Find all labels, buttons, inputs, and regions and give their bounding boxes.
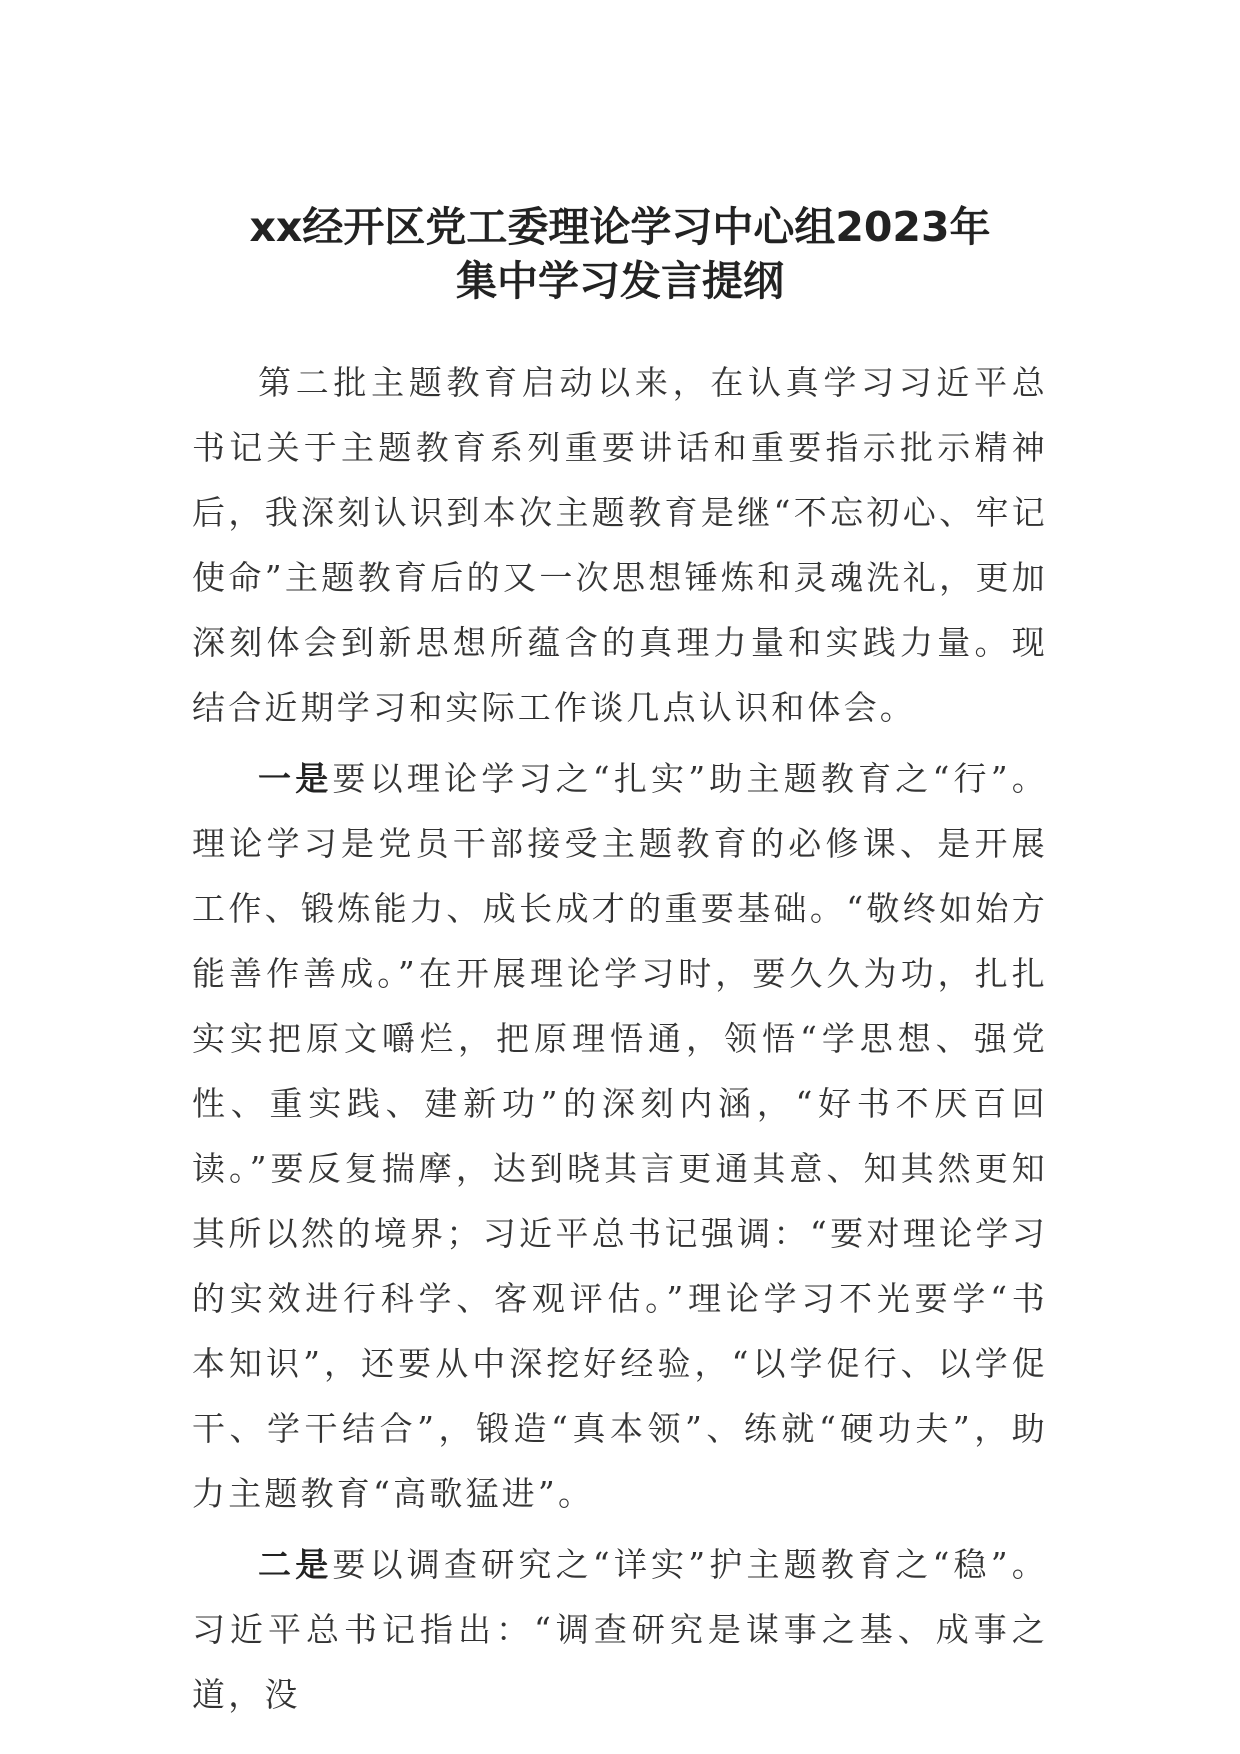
document-body [192, 350, 1048, 1727]
paragraph-lead: 二是 [258, 1545, 333, 1584]
paragraph-intro [192, 350, 1048, 740]
paragraph-text: 要以调查研究之“详实”护主题教育之“稳”。习近平总书记指出：“调查研究是谋事之基、成事之道，没 [192, 1545, 1049, 1714]
paragraph-point-2 [192, 1532, 1048, 1727]
paragraph-point-1 [192, 746, 1048, 1526]
title-line-2: 集中学习发言提纲 [456, 257, 784, 305]
paragraph-lead: 一是 [258, 759, 333, 798]
paragraph-text: 第二批主题教育启动以来，在认真学习习近平总书记关于主题教育系列重要讲话和重要指示批示精神后，我深刻认识到本次主题教育是继“不忘初心、牢记使命”主题教育后的又一次思想锤炼和灵魂洗礼，更加深刻体会到新思想所蕴含的真理力量和实践力量。现结合近期学习和实际工作谈几点认识和体会。 [192, 363, 1048, 727]
document-title [192, 200, 1048, 308]
paragraph-text: 要以理论学习之“扎实”助主题教育之“行”。理论学习是党员干部接受主题教育的必修课、是开展工作、锻炼能力、成长成才的重要基础。“敬终如始方能善作善成。”在开展理论学习时，要久久为功，扎扎实实把原文嚼烂，把原理悟通，领悟“学思想、强党性、重实践、建新功”的深刻内涵，“好书不厌百回读。”要反复揣摩，达到晓其言更通其意、知其然更知其所以然的境界；习近平总书记强调：“要对理论学习的实效进行科学、客观评估。”理论学习不光要学“书本知识”，还要从中深挖好经验，“以学促行、以学促干、学干结合”，锻造“真本领”、练就“硬功夫”，助力主题教育“高歌猛进”。 [192, 759, 1049, 1513]
document-page [192, 200, 1048, 1727]
title-line-1: xx经开区党工委理论学习中心组2023年 [249, 203, 991, 251]
